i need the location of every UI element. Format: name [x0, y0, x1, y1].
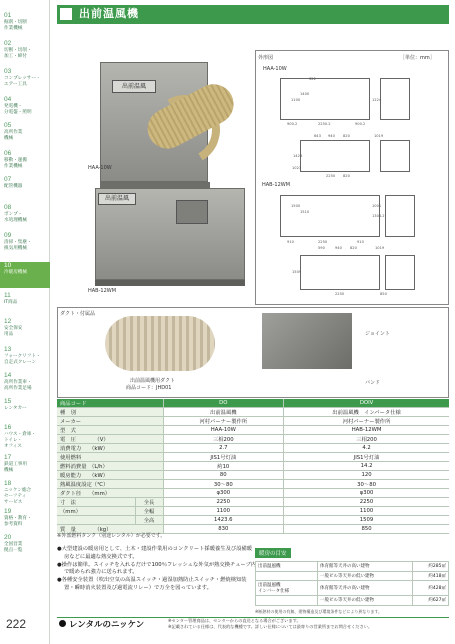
- guide-row: [256, 571, 449, 581]
- spec-label: 暖房能力 （kW）: [57, 471, 163, 480]
- control-panel: [176, 200, 208, 224]
- dimension-label: 1019: [374, 134, 384, 138]
- sidebar-item-label: 冷暖房機械: [4, 270, 27, 275]
- spec-row: [57, 435, 449, 444]
- spec-value-doiv: 30～80: [284, 480, 449, 489]
- sidebar-item-number: 09: [4, 232, 12, 239]
- sidebar-item-19[interactable]: [4, 508, 50, 534]
- sidebar-item-number: 01: [4, 12, 12, 19]
- drawing-side-view-2: [280, 195, 380, 237]
- sidebar-item-label: IT商品: [4, 300, 18, 305]
- spec-header-row: [57, 399, 449, 408]
- dimension-label: 850: [380, 292, 387, 296]
- spec-value-doiv: 河村バーナー製作所: [284, 417, 449, 426]
- spec-value-doiv: 850: [284, 525, 449, 534]
- caption-hab: HAB-12WM: [88, 288, 117, 294]
- sidebar-item-number: 18: [4, 480, 12, 487]
- spec-value-do: 830: [163, 525, 284, 534]
- sidebar-item-10[interactable]: [0, 262, 50, 288]
- spec-row: [57, 480, 449, 489]
- sidebar-item-label: ニッケン総合 セーフティ サービス: [4, 488, 32, 505]
- sidebar-item-17[interactable]: [4, 454, 50, 480]
- sidebar-item-05[interactable]: [4, 122, 50, 148]
- dimension-label: 1423: [293, 154, 303, 158]
- guide-area: 約428㎡: [412, 581, 448, 596]
- spec-value-doiv: 1509: [284, 516, 449, 525]
- sidebar-item-label: 掘削・切断 作業機械: [4, 20, 27, 31]
- drawing-end-view-2: [385, 195, 415, 237]
- spec-value-doiv: 4.2: [284, 444, 449, 453]
- spec-value-do: JIS1号灯油: [163, 453, 284, 462]
- sidebar-item-14[interactable]: [4, 372, 50, 398]
- sidebar-item-12[interactable]: [4, 318, 50, 344]
- spec-label: 電 圧 （V）: [57, 435, 163, 444]
- guide-cond: 一般ビル等天井の低い建物: [318, 571, 413, 581]
- sidebar-item-label: 切断・切削・ 加工・締付: [4, 48, 32, 59]
- feature-bullets: [57, 546, 257, 593]
- sidebar-item-02[interactable]: [4, 40, 50, 66]
- sidebar-item-number: 07: [4, 176, 12, 183]
- dimension-label: 2250: [326, 174, 336, 178]
- spec-value-do: 出前温風機: [163, 408, 284, 417]
- spec-row: [57, 489, 449, 498]
- sidebar-item-label: 発電機・ 分電盤・照明: [4, 104, 32, 115]
- sidebar-item-01[interactable]: [4, 12, 50, 38]
- spec-label: 熱風温度設定（℃）: [57, 480, 163, 489]
- sidebar-item-number: 10: [4, 262, 12, 269]
- sidebar-item-03[interactable]: [4, 68, 50, 94]
- dimension-label: 1500: [291, 204, 301, 208]
- sidebar-item-label: 移動・運搬 作業機械: [4, 158, 27, 169]
- footer-note: ※センター管理商品は、センターからの直送となる場合がございます。 ※記載されている仕様は、代表的な機種です。詳しい仕様については最寄りの営業所までお問合せください。: [168, 618, 373, 629]
- spec-sublabel: 全長: [135, 498, 163, 507]
- header-do: DO: [163, 399, 284, 408]
- dimension-label: 322: [309, 77, 316, 81]
- sidebar-item-label: フォークリフト・ 自走式クレーン: [4, 354, 41, 365]
- guide-row: [256, 562, 449, 572]
- guide-cond: 体育館等天井の高い建物: [318, 581, 413, 596]
- dimension-label: 1100: [291, 98, 301, 102]
- spec-sublabel: 全高: [135, 516, 163, 525]
- spec-value-do: 2.7: [163, 444, 284, 453]
- sidebar-item-label: 高所作業 機械: [4, 130, 23, 141]
- feature-bullet: ●大型建設の暖房用として、土木・建設作業用のコンクリート採暖養生及び設備暖房などに最適な熱交換式です。: [57, 546, 253, 560]
- spec-value-doiv: 2250: [284, 498, 449, 507]
- spec-label: 種 別: [57, 408, 163, 417]
- sidebar-item-label: 配管機器: [4, 184, 23, 189]
- sidebar-item-label: ポンプ・ 水処理機械: [4, 212, 27, 223]
- spec-sublabel: 全幅: [135, 507, 163, 516]
- sidebar-item-label: 鉄道工事用 機械: [4, 462, 27, 473]
- drawing-model-top: HAA-10W: [263, 66, 287, 72]
- sidebar-item-number: 17: [4, 454, 12, 461]
- sidebar-item-15[interactable]: [4, 398, 50, 424]
- spec-row: [57, 453, 449, 462]
- spec-row: [57, 426, 449, 435]
- sidebar-item-11[interactable]: [4, 292, 50, 318]
- spec-value-doiv: 1100: [284, 507, 449, 516]
- sidebar-item-08[interactable]: [4, 204, 50, 230]
- spec-value-doiv: JIS1号灯油: [284, 453, 449, 462]
- guide-cond: 一般ビル等天井の低い建物: [318, 596, 413, 606]
- spec-value-do: 1100: [163, 507, 284, 516]
- guide-table: [255, 561, 449, 606]
- spec-label: 使用燃料: [57, 453, 163, 462]
- guide-cond: 体育館等天井の高い建物: [318, 562, 413, 572]
- dimension-label: 940: [328, 134, 335, 138]
- spec-label: （mm）: [57, 507, 135, 516]
- spec-value-do: HAA-10W: [163, 426, 284, 435]
- spec-table: [57, 399, 449, 534]
- label-joint: ジョイント: [365, 331, 390, 337]
- sidebar-item-number: 11: [4, 292, 11, 299]
- spec-label: [57, 516, 135, 525]
- guide-row: [256, 596, 449, 606]
- spec-label: 型 式: [57, 426, 163, 435]
- spec-value-doiv: 14.2: [284, 462, 449, 471]
- spec-value-doiv: 120: [284, 471, 449, 480]
- guide-model: 出前温風機 インバータ仕様: [256, 581, 318, 596]
- dimension-label: 1304.2: [372, 214, 385, 218]
- feature-bullet: ●操作は簡単。スイッチを入れるだけで100％フレッシュな外気が熱交換チューブ内で暖められ強力に送られます。: [57, 561, 257, 576]
- spec-value-do: 三相200: [163, 435, 284, 444]
- dimension-label: 940: [335, 246, 342, 250]
- spec-label: 消費電力 （kW）: [57, 444, 163, 453]
- page-number: 222: [6, 617, 27, 631]
- duct-caption-1: 出前温風機用ダクト: [130, 378, 176, 384]
- dimension-label: 900.2: [287, 122, 298, 126]
- sidebar-item-label: 高所作業車・ 高所作業足場: [4, 380, 32, 391]
- dimension-label: 590: [318, 246, 325, 250]
- brand-logo-icon: [59, 620, 66, 627]
- dimension-label: 820: [343, 174, 350, 178]
- dimension-label: 820: [350, 246, 357, 250]
- sidebar-item-number: 19: [4, 508, 12, 515]
- sidebar-item-label: レンタカー: [4, 406, 27, 411]
- sidebar-item-label: コンプレッサー・ エアー工具: [4, 76, 41, 87]
- machine-plate: 出前温風: [98, 193, 136, 205]
- heating-guide: [255, 540, 449, 615]
- dimension-label: 900.2: [355, 122, 366, 126]
- spec-value-do: 30～80: [163, 480, 284, 489]
- sidebar-item-number: 05: [4, 122, 12, 129]
- spec-row: [57, 408, 449, 417]
- sidebar-item-number: 16: [4, 424, 12, 431]
- spec-label: メーカー: [57, 417, 163, 426]
- spec-value-do: 80: [163, 471, 284, 480]
- spec-value-do: 1423.6: [163, 516, 284, 525]
- dimension-label: 1224: [372, 98, 382, 102]
- brand-name: レンタルのニッケン: [69, 619, 145, 629]
- sidebar-item-06[interactable]: [4, 150, 50, 176]
- sidebar-item-number: 08: [4, 204, 12, 211]
- sidebar-item-20[interactable]: [4, 534, 50, 560]
- spec-row: [57, 507, 449, 516]
- dimension-label: 910: [357, 240, 364, 244]
- spec-value-do: 河村バーナー製作所: [163, 417, 284, 426]
- tank-note: ※外部燃料タンク（別途レンタル）が必要です。: [57, 533, 166, 539]
- sidebar-item-16[interactable]: [4, 424, 50, 450]
- drawing-top-view: [300, 140, 370, 172]
- spec-label: 寸 法: [57, 498, 135, 507]
- guide-model: 出前温風機: [256, 562, 318, 572]
- sidebar-item-07[interactable]: [4, 176, 50, 202]
- sidebar-item-number: 02: [4, 40, 12, 47]
- sidebar-item-number: 15: [4, 398, 12, 405]
- duct-caption-2: 商品コード：JHD01: [126, 385, 172, 391]
- machine-base: [95, 280, 245, 286]
- drawing-front-view-2: [385, 255, 415, 290]
- dimension-label: 1400: [300, 92, 310, 96]
- drawing-model-bottom: HAB-12WM: [262, 182, 291, 188]
- caption-haa: HAA-10W: [88, 165, 112, 171]
- dimension-label: 2250.2: [318, 122, 331, 126]
- sidebar-item-number: 06: [4, 150, 12, 157]
- duct-photo: [105, 316, 215, 371]
- sidebar-item-label: 安全保安 用品: [4, 326, 23, 337]
- header-label: 商品コード: [57, 399, 163, 408]
- spec-row: [57, 417, 449, 426]
- dimension-label: 1510: [300, 210, 310, 214]
- drawing-top-view-2: [300, 255, 380, 290]
- sidebar-item-number: 20: [4, 534, 12, 541]
- dimension-label: 1019: [375, 246, 385, 250]
- sidebar-item-number: 13: [4, 346, 12, 353]
- joint-band-photo: [262, 313, 352, 369]
- spec-row: [57, 471, 449, 480]
- guide-area: 約627㎡: [412, 596, 448, 606]
- dimension-label: 820: [343, 134, 350, 138]
- label-band: バンド: [365, 380, 381, 386]
- sidebar-item-number: 12: [4, 318, 12, 325]
- spec-value-doiv: φ300: [284, 489, 449, 498]
- spec-label: 質 量 （kg）: [57, 525, 163, 534]
- spec-label: 燃料消費量 （L/h）: [57, 462, 163, 471]
- spec-label: ダクト径 （mm）: [57, 489, 163, 498]
- sidebar-item-number: 04: [4, 96, 12, 103]
- guide-model: [256, 596, 318, 606]
- spec-value-do: φ300: [163, 489, 284, 498]
- dimension-label: 2250: [318, 240, 328, 244]
- guide-title: 暖房の目安: [255, 548, 291, 558]
- sidebar-item-label: 資格・教育・ 参考資料: [4, 516, 32, 527]
- sidebar-item-13[interactable]: [4, 346, 50, 372]
- spec-value-do: 2250: [163, 498, 284, 507]
- guide-model: [256, 571, 318, 581]
- spec-row: [57, 516, 449, 525]
- title-square-icon: [60, 8, 72, 20]
- dimension-label: 1001: [372, 204, 382, 208]
- header-doiv: DOIV: [284, 399, 449, 408]
- guide-note: ※断熱材の使用の有無、建物構造及び環境条件などにより異なります。: [255, 608, 383, 614]
- dimension-label: 643: [314, 134, 321, 138]
- guide-row: [256, 581, 449, 596]
- dimension-label: 910: [287, 240, 294, 244]
- spec-value-do: 約10: [163, 462, 284, 471]
- spec-row: [57, 444, 449, 453]
- sidebar-item-04[interactable]: [4, 96, 50, 122]
- sidebar-item-label: ハウス・倉庫・ トイレ・ オフィス: [4, 432, 37, 449]
- feature-bullet: ●各種安全装置（吹出空気の高温スイッチ・過湿加熱防止スイッチ・燃焼検知装置・瞬時消火装置及び過電流リレー）で万全を図っています。: [57, 577, 247, 591]
- sidebar-item-label: 清掃・集塵・ 換気用機械: [4, 240, 32, 251]
- guide-area: 約285㎡: [412, 562, 448, 572]
- machine-plate: 出前温風: [112, 80, 156, 93]
- spec-row: [57, 462, 449, 471]
- sidebar-item-18[interactable]: [4, 480, 50, 506]
- spec-value-doiv: 出前温風機 インバータ仕様: [284, 408, 449, 417]
- spec-row: [57, 498, 449, 507]
- spec-value-doiv: 三相200: [284, 435, 449, 444]
- drawing-front-view: [380, 140, 410, 172]
- sidebar-item-09[interactable]: [4, 232, 50, 258]
- guide-area: 約418㎡: [412, 571, 448, 581]
- category-sidebar: [0, 0, 50, 644]
- page-title: 出前温風機: [79, 7, 139, 20]
- drawing-unit: ［単位：mm］: [400, 55, 435, 61]
- duct-title: ダクト・付属品: [60, 311, 96, 317]
- sidebar-item-number: 14: [4, 372, 12, 379]
- drawing-end-view: [380, 78, 410, 120]
- dimension-label: 1023: [292, 166, 302, 170]
- drawing-title: 外形図: [258, 55, 274, 61]
- sidebar-item-label: 全国営業 拠点一覧: [4, 542, 23, 553]
- dimension-label: 1509: [292, 270, 302, 274]
- sidebar-item-number: 03: [4, 68, 12, 75]
- dimension-label: 2250: [335, 292, 345, 296]
- spec-value-doiv: HAB-12WM: [284, 426, 449, 435]
